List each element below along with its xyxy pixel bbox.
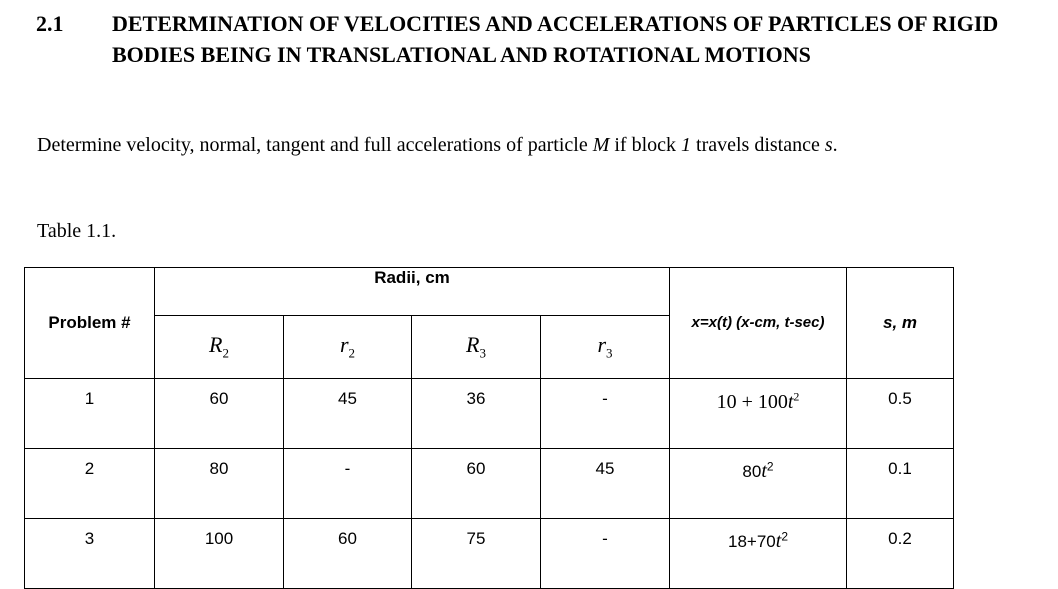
R2-base: R [209, 332, 223, 358]
cell-R2: 60 [155, 379, 284, 449]
statement-text-4: . [832, 134, 838, 156]
header-R2 [155, 316, 284, 379]
data-table [24, 267, 954, 589]
cell-r2: 45 [284, 379, 412, 449]
header-s: s, m [847, 268, 954, 379]
x-var: t [761, 459, 767, 482]
block-number: 1 [681, 134, 692, 156]
x-coef: 70 [756, 531, 776, 551]
cell-x-law [670, 449, 847, 519]
r2-sub: 2 [348, 345, 356, 361]
table-row [25, 379, 954, 449]
cell-s: 0.2 [847, 519, 954, 589]
statement-text-3: travels distance [691, 134, 825, 156]
header-r2 [284, 316, 412, 379]
cell-x-law [670, 379, 847, 449]
cell-problem: 3 [25, 519, 155, 589]
x-var: t [787, 390, 794, 413]
R2-sub: 2 [222, 345, 229, 361]
cell-r3: - [541, 519, 670, 589]
statement-text-1: Determine velocity, normal, tangent and full accelerations of particle [37, 134, 593, 156]
R3-sub: 3 [479, 345, 486, 361]
x-coef: 100 [757, 390, 788, 413]
cell-r3: 45 [541, 449, 670, 519]
x-pow: 2 [766, 459, 774, 473]
x-op: + [736, 390, 758, 413]
x-op: + [746, 531, 757, 551]
r2-base: r [339, 332, 349, 358]
r3-base: r [597, 332, 607, 358]
table-caption: Table 1.1. [37, 220, 117, 242]
cell-problem: 2 [25, 449, 155, 519]
cell-R3: 75 [412, 519, 541, 589]
x-pow: 2 [793, 389, 800, 403]
x-coef: 80 [742, 461, 762, 481]
cell-x-law [670, 519, 847, 589]
x-const: 10 [716, 390, 737, 413]
statement-text-2: if block [609, 134, 682, 156]
distance-symbol: s [824, 134, 833, 156]
R3-base: R [466, 332, 480, 358]
particle-symbol: M [592, 134, 610, 156]
cell-s: 0.1 [847, 449, 954, 519]
x-pow: 2 [781, 529, 789, 543]
table-row [25, 449, 954, 519]
cell-r2: 60 [284, 519, 412, 589]
section-title: DETERMINATION OF VELOCITIES AND ACCELERATIONS OF PARTICLES OF RIGID BODIES BEING IN TRANSLATIONAL AND ROTATIONAL MOTIONS [112, 11, 999, 67]
x-const: 18 [727, 531, 747, 551]
header-x-law: x=x(t) (x-cm, t-sec) [670, 268, 847, 379]
x-var: t [775, 529, 782, 552]
cell-r3: - [541, 379, 670, 449]
cell-problem: 1 [25, 379, 155, 449]
cell-R3: 60 [412, 449, 541, 519]
cell-r2: - [284, 449, 412, 519]
header-r3 [541, 316, 670, 379]
problem-statement [37, 129, 1037, 162]
header-R3 [412, 316, 541, 379]
table-row [25, 519, 954, 589]
section-number: 2.1 [36, 11, 64, 36]
cell-R2: 80 [155, 449, 284, 519]
header-radii: Radii, cm [155, 268, 670, 316]
cell-s: 0.5 [847, 379, 954, 449]
cell-R3: 36 [412, 379, 541, 449]
header-problem: Problem # [25, 268, 155, 379]
r3-sub: 3 [606, 345, 613, 361]
cell-R2: 100 [155, 519, 284, 589]
